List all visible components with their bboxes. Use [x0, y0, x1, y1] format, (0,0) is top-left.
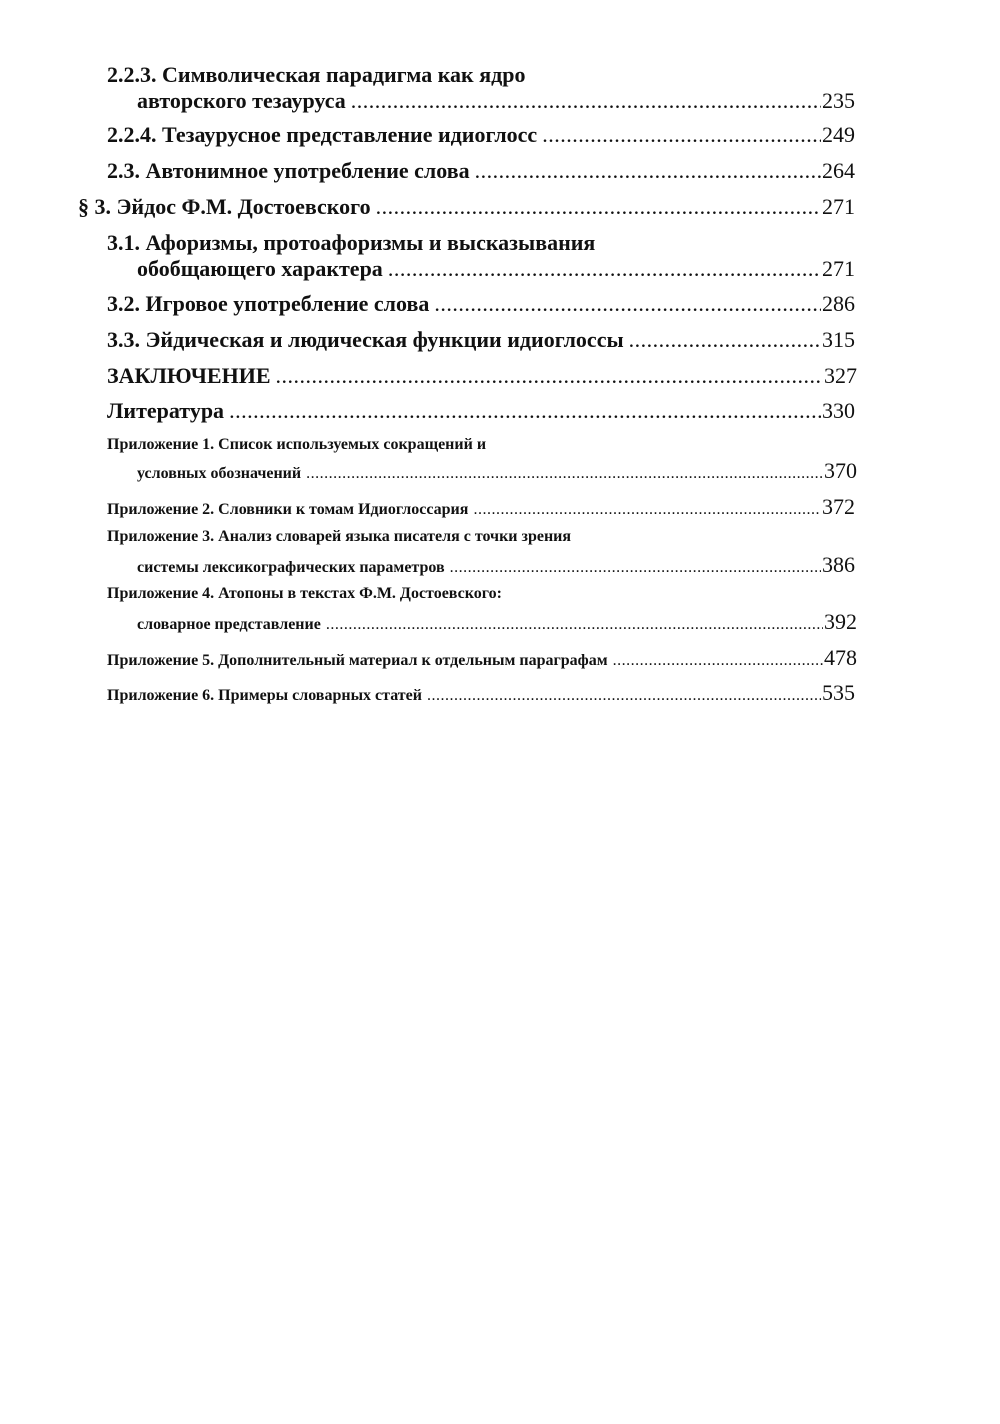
toc-entry-appendix-1: [107, 436, 857, 486]
toc-entry-title: 3.1. Афоризмы, протоафоризмы и высказывания: [107, 230, 596, 255]
toc-entry-title-cont: условных обозначений: [137, 465, 302, 482]
toc-page-number: 235: [822, 88, 855, 113]
toc-page-number: 315: [822, 327, 855, 352]
toc-entry-title: Приложение 6. Примеры словарных статей: [107, 687, 422, 704]
toc-page-number: 327: [824, 363, 857, 388]
toc-entry-title: Приложение 1. Список используемых сокращений и: [107, 436, 487, 453]
toc-entry-appendix-6: [107, 680, 855, 706]
toc-entry-title-cont: словарное представление: [137, 616, 321, 633]
toc-page-number: 249: [822, 122, 855, 147]
toc-entry-title: 2.2.3. Символическая парадигма как ядро: [107, 62, 526, 87]
leader-dots: [613, 652, 823, 670]
leader-dots: [475, 158, 821, 184]
toc-entry-title: Приложение 4. Атопоны в текстах Ф.М. Достоевского:: [107, 585, 502, 602]
leader-dots: [473, 501, 821, 519]
leader-dots: [450, 559, 821, 577]
leader-dots: [351, 88, 821, 114]
toc-entry-title: Приложение 2. Словники к томам Идиоглоссария: [107, 501, 469, 518]
toc-entry-appendix-3: [107, 528, 855, 578]
toc-entry-section-3: [78, 194, 855, 222]
toc-page-number: 478: [824, 645, 857, 670]
toc-page-number: 271: [822, 256, 855, 281]
toc-page-number: 370: [824, 458, 857, 483]
toc-page-number: 392: [824, 609, 857, 634]
leader-dots: [388, 256, 821, 282]
toc-entry-appendix-4: [107, 585, 857, 635]
toc-entry-title: 3.3. Эйдическая и людическая функции идиоглоссы: [107, 327, 624, 352]
toc-entry-title-cont: авторского тезауруса: [137, 88, 346, 113]
toc-entry-conclusion: [107, 363, 857, 391]
toc-entry-title: 2.2.4. Тезаурусное представление идиоглосс: [107, 122, 538, 147]
toc-entry-title: § 3. Эйдос Ф.М. Достоевского: [78, 194, 371, 219]
toc-entry-literature: [107, 398, 855, 426]
toc-entry-3-2: [107, 291, 855, 319]
toc-page-number: 330: [822, 398, 855, 423]
toc-entry-title: ЗАКЛЮЧЕНИЕ: [107, 363, 271, 388]
toc-entry-3-3: [107, 327, 855, 355]
toc-entry-title: 2.3. Автонимное употребление слова: [107, 158, 470, 183]
toc-page-number: 386: [822, 552, 855, 577]
toc-entry-title-cont: обобщающего характера: [137, 256, 383, 281]
leader-dots: [376, 194, 821, 220]
leader-dots: [427, 687, 821, 705]
toc-page-number: 535: [822, 680, 855, 705]
toc-entry-appendix-5: [107, 645, 857, 671]
leader-dots: [629, 327, 821, 353]
toc-page-number: 271: [822, 194, 855, 219]
toc-entry-appendix-2: [107, 494, 855, 520]
toc-entry-title: Литература: [107, 398, 225, 423]
leader-dots: [326, 616, 823, 634]
leader-dots: [434, 291, 821, 317]
toc-entry-title-cont: системы лексикографических параметров: [137, 559, 445, 576]
leader-dots: [276, 363, 824, 389]
toc-entry-2-3: [107, 158, 855, 186]
leader-dots: [542, 122, 821, 148]
toc-entry-2-2-3: [107, 62, 855, 114]
toc-entry-2-2-4: [107, 122, 855, 150]
toc-page-number: 286: [822, 291, 855, 316]
leader-dots: [229, 398, 821, 424]
toc-entry-title: Приложение 5. Дополнительный материал к отдельным параграфам: [107, 652, 608, 669]
toc-page-number: 264: [822, 158, 855, 183]
toc-entry-title: Приложение 3. Анализ словарей языка писателя с точки зрения: [107, 528, 572, 545]
toc-page-number: 372: [822, 494, 855, 519]
toc-entry-title: 3.2. Игровое употребление слова: [107, 291, 430, 316]
leader-dots: [306, 465, 823, 483]
toc-entry-3-1: [107, 230, 855, 282]
